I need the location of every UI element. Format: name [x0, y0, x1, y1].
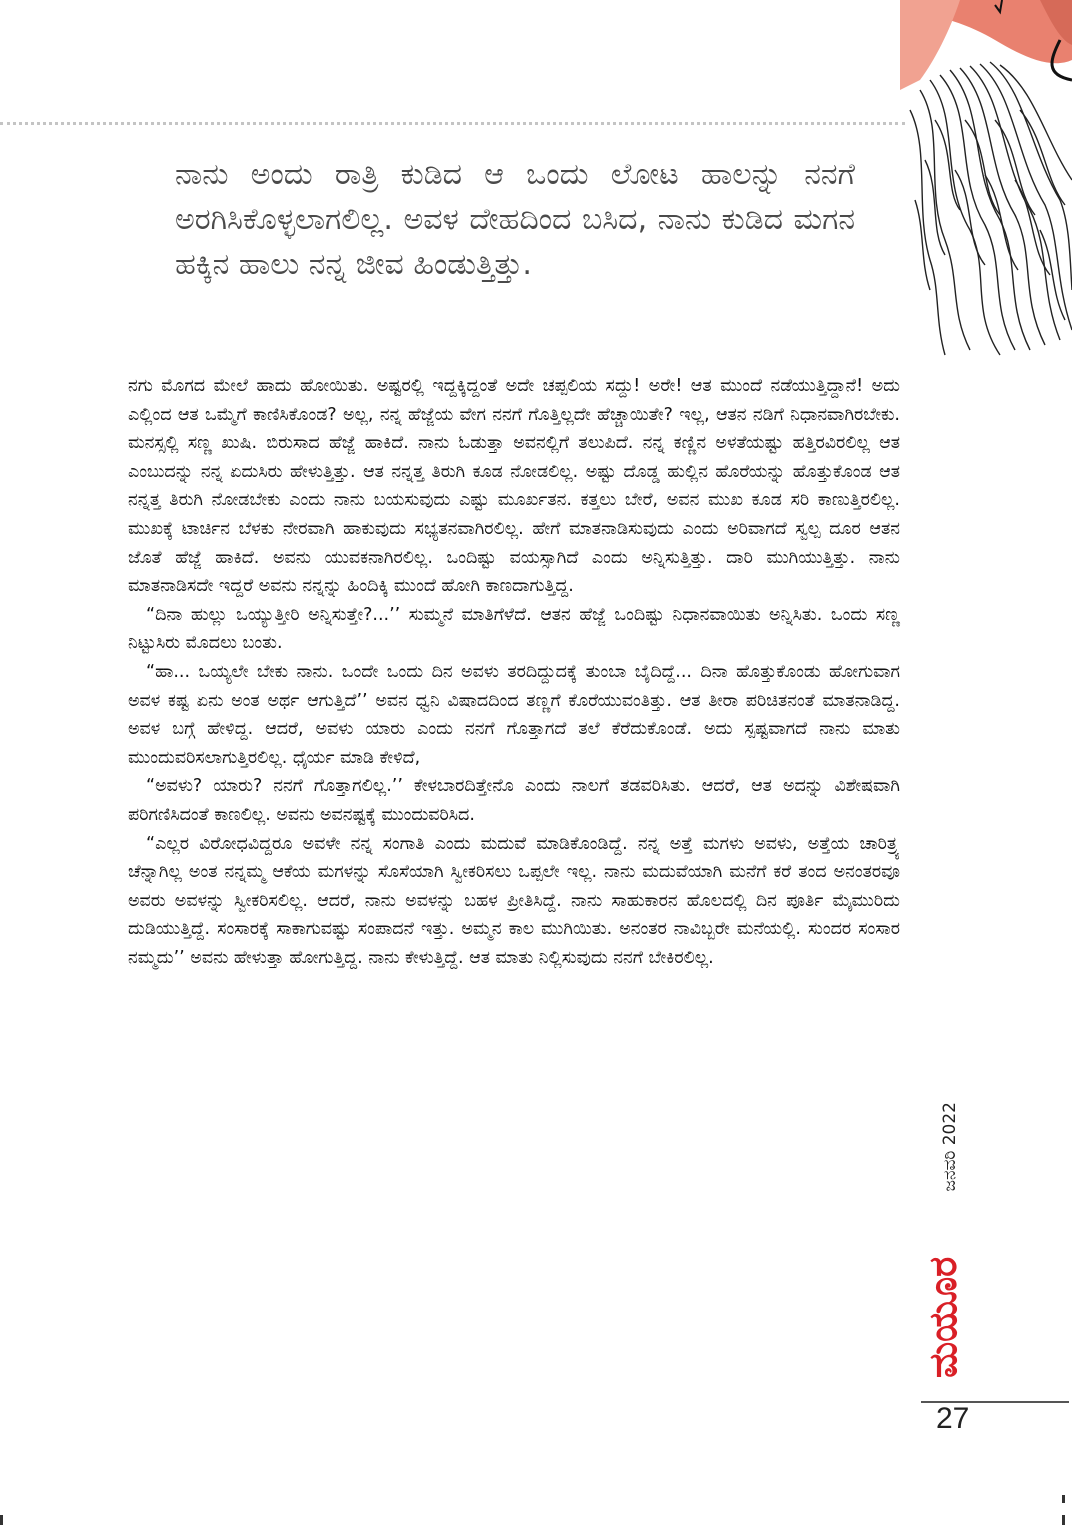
issue-date: [926, 1102, 960, 1232]
running-sidebar: [916, 1102, 970, 1392]
crop-mark: [1062, 1515, 1065, 1525]
issue-date-text: ಜನವರಿ 2022: [940, 1102, 960, 1192]
page-number: 27: [936, 1402, 970, 1435]
dotted-divider: [0, 122, 905, 125]
body-paragraph: “ಹಾ... ಒಯ್ಯಲೇ ಬೇಕು ನಾನು. ಒಂದೇ ಒಂದು ದಿನ ಅವಳು ತರದಿದ್ದುದಕ್ಕೆ ತುಂಬಾ ಬೈದಿದ್ದೆ... ದಿನಾ ಹೊತ್ತುಕೊಂಡು ಹೋಗುವಾಗ ಅವಳ ಕಷ್ಟ ಏನು ಅಂತ ಅರ್ಥ ಆಗುತ್ತಿದೆ’’ ಅವನ ಧ್ವನಿ ವಿಷಾದದಿಂದ ತಣ್ಣಗೆ ಕೊರೆಯುವಂತಿತ್ತು. ಆತ ತೀರಾ ಪರಿಚಿತನಂತೆ ಮಾತನಾಡಿದ್ದ. ಅವಳ ಬಗ್ಗೆ ಹೇಳಿದ್ದ. ಆದರೆ, ಅವಳು ಯಾರು ಎಂದು ನನಗೆ ಗೊತ್ತಾಗದೆ ತಲೆ ಕೆರೆದುಕೊಂಡೆ. ಅದು ಸ್ಪಷ್ಟವಾಗದೆ ನಾನು ಮಾತು ಮುಂದುವರಿಸಲಾಗುತ್ತಿರಲಿಲ್ಲ. ಧೈರ್ಯ ಮಾಡಿ ಕೇಳಿದೆ,: [128, 661, 900, 768]
crop-mark: [0, 1515, 3, 1525]
body-paragraph: ನಗು ಮೊಗದ ಮೇಲೆ ಹಾದು ಹೋಯಿತು. ಅಷ್ಟರಲ್ಲಿ ಇದ್ದಕ್ಕಿದ್ದಂತೆ ಅದೇ ಚಪ್ಪಲಿಯ ಸದ್ದು! ಅರೇ! ಆತ ಮುಂದೆ ನಡೆಯುತ್ತಿದ್ದಾನೆ! ಅದು ಎಲ್ಲಿಂದ ಆತ ಒಮ್ಮೆಗೆ ಕಾಣಿಸಿಕೊಂಡ? ಅಲ್ಲ, ನನ್ನ ಹೆಜ್ಜೆಯ ವೇಗ ನನಗೆ ಗೊತ್ತಿಲ್ಲದೇ ಹೆಚ್ಚಾಯಿತೇ? ಇಲ್ಲ, ಆತನ ನಡಿಗೆ ನಿಧಾನವಾಗಿರಬೇಕು. ಮನಸ್ಸಲ್ಲಿ ಸಣ್ಣ ಖುಷಿ. ಬಿರುಸಾದ ಹೆಜ್ಜೆ ಹಾಕಿದೆ. ನಾನು ಓಡುತ್ತಾ ಅವನಲ್ಲಿಗೆ ತಲುಪಿದೆ. ನನ್ನ ಕಣ್ಣಿನ ಅಳತೆಯಷ್ಟು ಹತ್ತಿರವಿರಲಿಲ್ಲ ಆತ ಎಂಬುದನ್ನು ನನ್ನ ಏದುಸಿರು ಹೇಳುತ್ತಿತ್ತು. ಆತ ನನ್ನತ್ತ ತಿರುಗಿ ಕೂಡ ನೋಡಲಿಲ್ಲ. ಅಷ್ಟು ದೊಡ್ಡ ಹುಲ್ಲಿನ ಹೊರೆಯನ್ನು ಹೊತ್ತುಕೊಂಡ ಆತ ನನ್ನತ್ತ ತಿರುಗಿ ನೋಡಬೇಕು ಎಂದು ನಾನು ಬಯಸುವುದು ಎಷ್ಟು ಮೂರ್ಖತನ. ಕತ್ತಲು ಬೇರೆ, ಅವನ ಮುಖ ಕೂಡ ಸರಿ ಕಾಣುತ್ತಿರಲಿಲ್ಲ. ಮುಖಕ್ಕೆ ಟಾರ್ಚಿನ ಬೆಳಕು ನೇರವಾಗಿ ಹಾಕುವುದು ಸಭ್ಯತನವಾಗಿರಲಿಲ್ಲ. ಹೇಗೆ ಮಾತನಾಡಿಸುವುದು ಎಂದು ಅರಿವಾಗದೆ ಸ್ವಲ್ಪ ದೂರ ಆತನ ಜೊತೆ ಹೆಜ್ಜೆ ಹಾಕಿದೆ. ಅವನು ಯುವಕನಾಗಿರಲಿಲ್ಲ. ಒಂದಿಷ್ಟು ವಯಸ್ಸಾಗಿದೆ ಎಂದು ಅನ್ನಿಸುತ್ತಿತ್ತು. ದಾರಿ ಮುಗಿಯುತ್ತಿತ್ತು. ನಾನು ಮಾತನಾಡಿಸದೇ ಇದ್ದರೆ ಅವನು ನನ್ನನ್ನು ಹಿಂದಿಕ್ಕಿ ಮುಂದೆ ಹೋಗಿ ಕಾಣದಾಗುತ್ತಿದ್ದ.: [128, 376, 900, 597]
bearded-face-illustration-icon: [900, 0, 1072, 360]
article-body: [128, 372, 900, 972]
pull-quote-text: ನಾನು ಅಂದು ರಾತ್ರಿ ಕುಡಿದ ಆ ಒಂದು ಲೋಟ ಹಾಲನ್ನು ನನಗೆ ಅರಗಿಸಿಕೊಳ್ಳಲಾಗಲಿಲ್ಲ. ಅವಳ ದೇಹದಿಂದ ಬಸಿದ, ನಾನು ಕುಡಿದ ಮಗನ ಹಕ್ಕಿನ ಹಾಲು ನನ್ನ ಜೀವ ಹಿಂಡುತ್ತಿತ್ತು.: [175, 157, 855, 282]
body-paragraph: “ಎಲ್ಲರ ವಿರೋಧವಿದ್ದರೂ ಅವಳೇ ನನ್ನ ಸಂಗಾತಿ ಎಂದು ಮದುವೆ ಮಾಡಿಕೊಂಡಿದ್ದೆ. ನನ್ನ ಅತ್ತೆ ಮಗಳು ಅವಳು, ಅತ್ತೆಯ ಚಾರಿತ್ರ್ಯ ಚೆನ್ನಾಗಿಲ್ಲ ಅಂತ ನನ್ನಮ್ಮ ಆಕೆಯ ಮಗಳನ್ನು ಸೊಸೆಯಾಗಿ ಸ್ವೀಕರಿಸಲು ಒಪ್ಪಲೇ ಇಲ್ಲ. ನಾನು ಮದುವೆಯಾಗಿ ಮನೆಗೆ ಕರೆ ತಂದ ಅನಂತರವೂ ಅವರು ಅವಳನ್ನು ಸ್ವೀಕರಿಸಲಿಲ್ಲ. ಆದರೆ, ನಾನು ಅವಳನ್ನು ಬಹಳ ಪ್ರೀತಿಸಿದ್ದೆ. ನಾನು ಸಾಹುಕಾರನ ಹೊಲದಲ್ಲಿ ದಿನ ಪೂರ್ತಿ ಮೈಮುರಿದು ದುಡಿಯುತ್ತಿದ್ದೆ. ಸಂಸಾರಕ್ಕೆ ಸಾಕಾಗುವಷ್ಟು ಸಂಪಾದನೆ ಇತ್ತು. ಅಮ್ಮನ ಕಾಲ ಮುಗಿಯಿತು. ಅನಂತರ ನಾವಿಬ್ಬರೇ ಮನೆಯಲ್ಲಿ. ಸುಂದರ ಸಂಸಾರ ನಮ್ಮದು’’ ಅವನು ಹೇಳುತ್ತಾ ಹೋಗುತ್ತಿದ್ದ. ನಾನು ಕೇಳುತ್ತಿದ್ದೆ. ಆತ ಮಾತು ನಿಲ್ಲಿಸುವುದು ನನಗೆ ಬೇಕಿರಲಿಲ್ಲ.: [128, 833, 900, 968]
body-paragraph: “ಅವಳು? ಯಾರು? ನನಗೆ ಗೊತ್ತಾಗಲಿಲ್ಲ.’’ ಕೇಳಬಾರದಿತ್ತೇನೊ ಎಂದು ನಾಲಗೆ ತಡವರಿಸಿತು. ಆದರೆ, ಆತ ಅದನ್ನು ವಿಶೇಷವಾಗಿ ಪರಿಗಣಿಸಿದಂತೆ ಕಾಣಲಿಲ್ಲ. ಅವನು ಅವನಷ್ಟಕ್ಕೆ ಮುಂದುವರಿಸಿದ.: [128, 776, 900, 825]
magazine-title: ಮಯೂರ: [921, 1256, 965, 1378]
pull-quote: [175, 152, 855, 287]
crop-mark: [1062, 1495, 1065, 1503]
body-paragraph: “ದಿನಾ ಹುಲ್ಲು ಒಯ್ಯುತ್ತೀರಿ ಅನ್ನಿಸುತ್ತೇ?...’’ ಸುಮ್ಮನೆ ಮಾತಿಗೆಳೆದೆ. ಆತನ ಹೆಜ್ಜೆ ಒಂದಿಷ್ಟು ನಿಧಾನವಾಯಿತು ಅನ್ನಿಸಿತು. ಒಂದು ಸಣ್ಣ ನಿಟ್ಟುಸಿರು ಮೊದಲು ಬಂತು.: [128, 604, 900, 654]
